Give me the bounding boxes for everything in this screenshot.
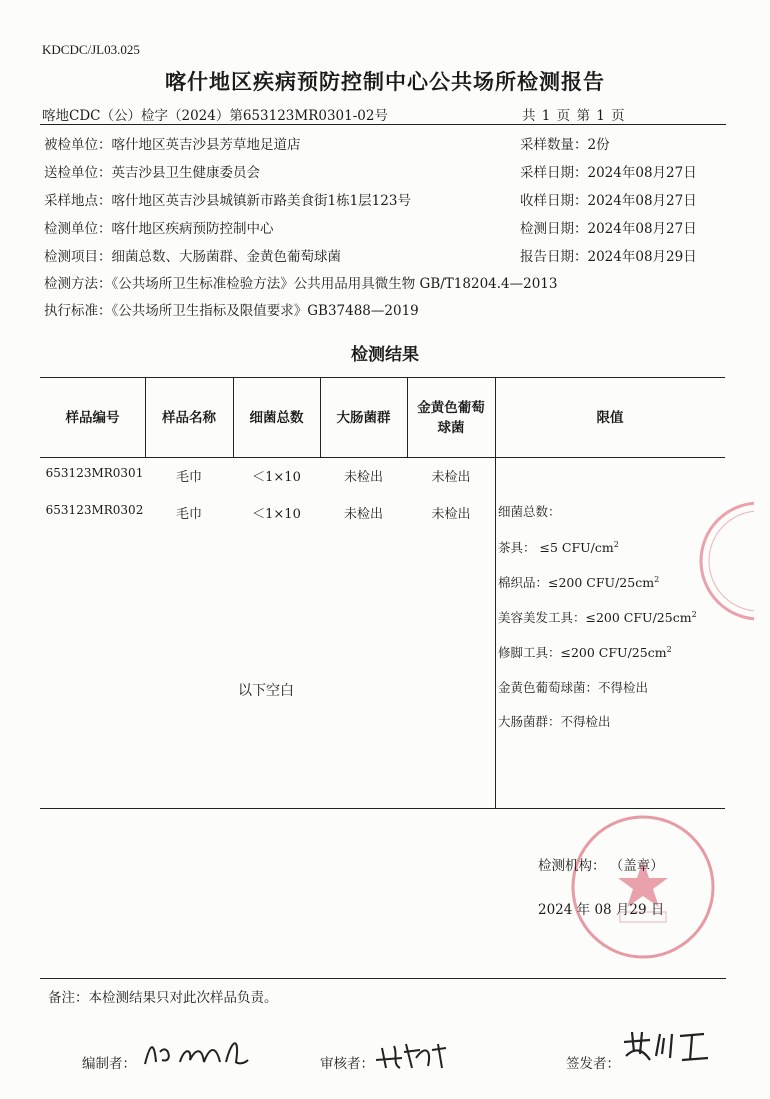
info-inspected-unit: 被检单位：喀什地区英吉沙县芳草地足道店 [44, 137, 301, 153]
limit-line: 茶具： ≤5 CFU/$cm^2$ [498, 539, 619, 555]
compiler-signature [140, 1034, 250, 1070]
blank-below-note: 以下空白 [238, 683, 294, 699]
form-code: KDCDC/JL03.025 [42, 42, 140, 57]
info-testing-unit: 检测单位：喀什地区疾病预防控制中心 [44, 221, 274, 237]
cell-sample-name: 毛巾 [175, 470, 202, 485]
issuer-label: 签发者： [566, 1056, 620, 1072]
reviewer-signature [372, 1038, 452, 1072]
info-report-date: 报告日期：2024年08月29日 [520, 249, 697, 265]
footer-divider [40, 978, 726, 979]
header-sample-id: 样品编号 [65, 409, 120, 426]
header-coliforms: 大肠菌群 [336, 409, 391, 426]
header-limit: 限值 [596, 409, 624, 426]
official-stamp [568, 812, 718, 962]
results-heading: 检测结果 [351, 345, 419, 365]
table-grid-line [40, 457, 725, 458]
cell-staph-aureus: 未检出 [431, 507, 471, 522]
info-sampling-site: 采样地点：喀什地区英吉沙县城镇新市路美食街1栋1层123号 [44, 193, 411, 209]
limit-line: 细菌总数： [498, 504, 561, 519]
limit-line: 修脚工具：≤200 CFU/$25cm^2$ [498, 644, 672, 660]
remarks-note: 备注：本检测结果只对此次样品负责。 [48, 990, 278, 1006]
info-test-items: 检测项目：细菌总数、大肠菌群、金黄色葡萄球菌 [44, 249, 341, 265]
limit-line: 大肠菌群：不得检出 [498, 714, 611, 729]
info-standard: 执行标准：《公共场所卫生指标及限值要求》GB37488—2019 [44, 303, 419, 319]
report-title: 喀什地区疾病预防控制中心公共场所检测报告 [165, 70, 605, 94]
sign-date: 2024 年 08 月29 日 [538, 902, 665, 918]
header-staph-aureus: 金黄色葡萄球菌 [417, 399, 485, 436]
testing-org-label: 检测机构： （盖章） [538, 858, 664, 874]
issuer-signature [620, 1026, 710, 1066]
cell-total-bacteria: ＜1×10 [252, 507, 301, 522]
limit-line: 金黄色葡萄球菌：不得检出 [498, 680, 649, 695]
cell-coliforms: 未检出 [343, 507, 383, 522]
table-grid-line [407, 378, 408, 457]
compiler-label: 编制者： [82, 1056, 136, 1072]
info-submitting-unit: 送检单位：英吉沙县卫生健康委员会 [44, 165, 260, 181]
seam-stamp [684, 496, 754, 626]
reviewer-label: 审核者： [320, 1056, 374, 1072]
header-divider [40, 124, 726, 125]
header-total-bacteria: 细菌总数 [249, 409, 304, 426]
header-sample-name: 样品名称 [162, 409, 216, 426]
cell-sample-id: 653123MR0302 [45, 503, 144, 517]
limit-line: 棉织品：≤200 CFU/$25cm^2$ [498, 574, 660, 590]
info-sample-count: 采样数量：2份 [520, 137, 610, 153]
cell-staph-aureus: 未检出 [431, 470, 471, 485]
limit-line: 美容美发工具：≤200 CFU/$25cm^2$ [498, 609, 697, 625]
info-test-method: 检测方法：《公共场所卫生标准检验方法》公共用品用具微生物 GB/T18204.4—2013 [44, 276, 558, 292]
cell-sample-name: 毛巾 [175, 507, 202, 522]
results-table [40, 377, 725, 809]
info-test-date: 检测日期：2024年08月27日 [520, 221, 697, 237]
cell-sample-id: 653123MR0301 [45, 466, 144, 480]
cell-coliforms: 未检出 [343, 470, 383, 485]
document-number: 喀地CDC（公）检字（2024）第653123MR0301-02号 [42, 108, 388, 124]
info-sampling-date: 采样日期：2024年08月27日 [520, 165, 697, 181]
page-count: 共 1 页 第 1 页 [522, 108, 625, 124]
cell-total-bacteria: ＜1×10 [252, 470, 301, 485]
info-receipt-date: 收样日期：2024年08月27日 [520, 193, 697, 209]
